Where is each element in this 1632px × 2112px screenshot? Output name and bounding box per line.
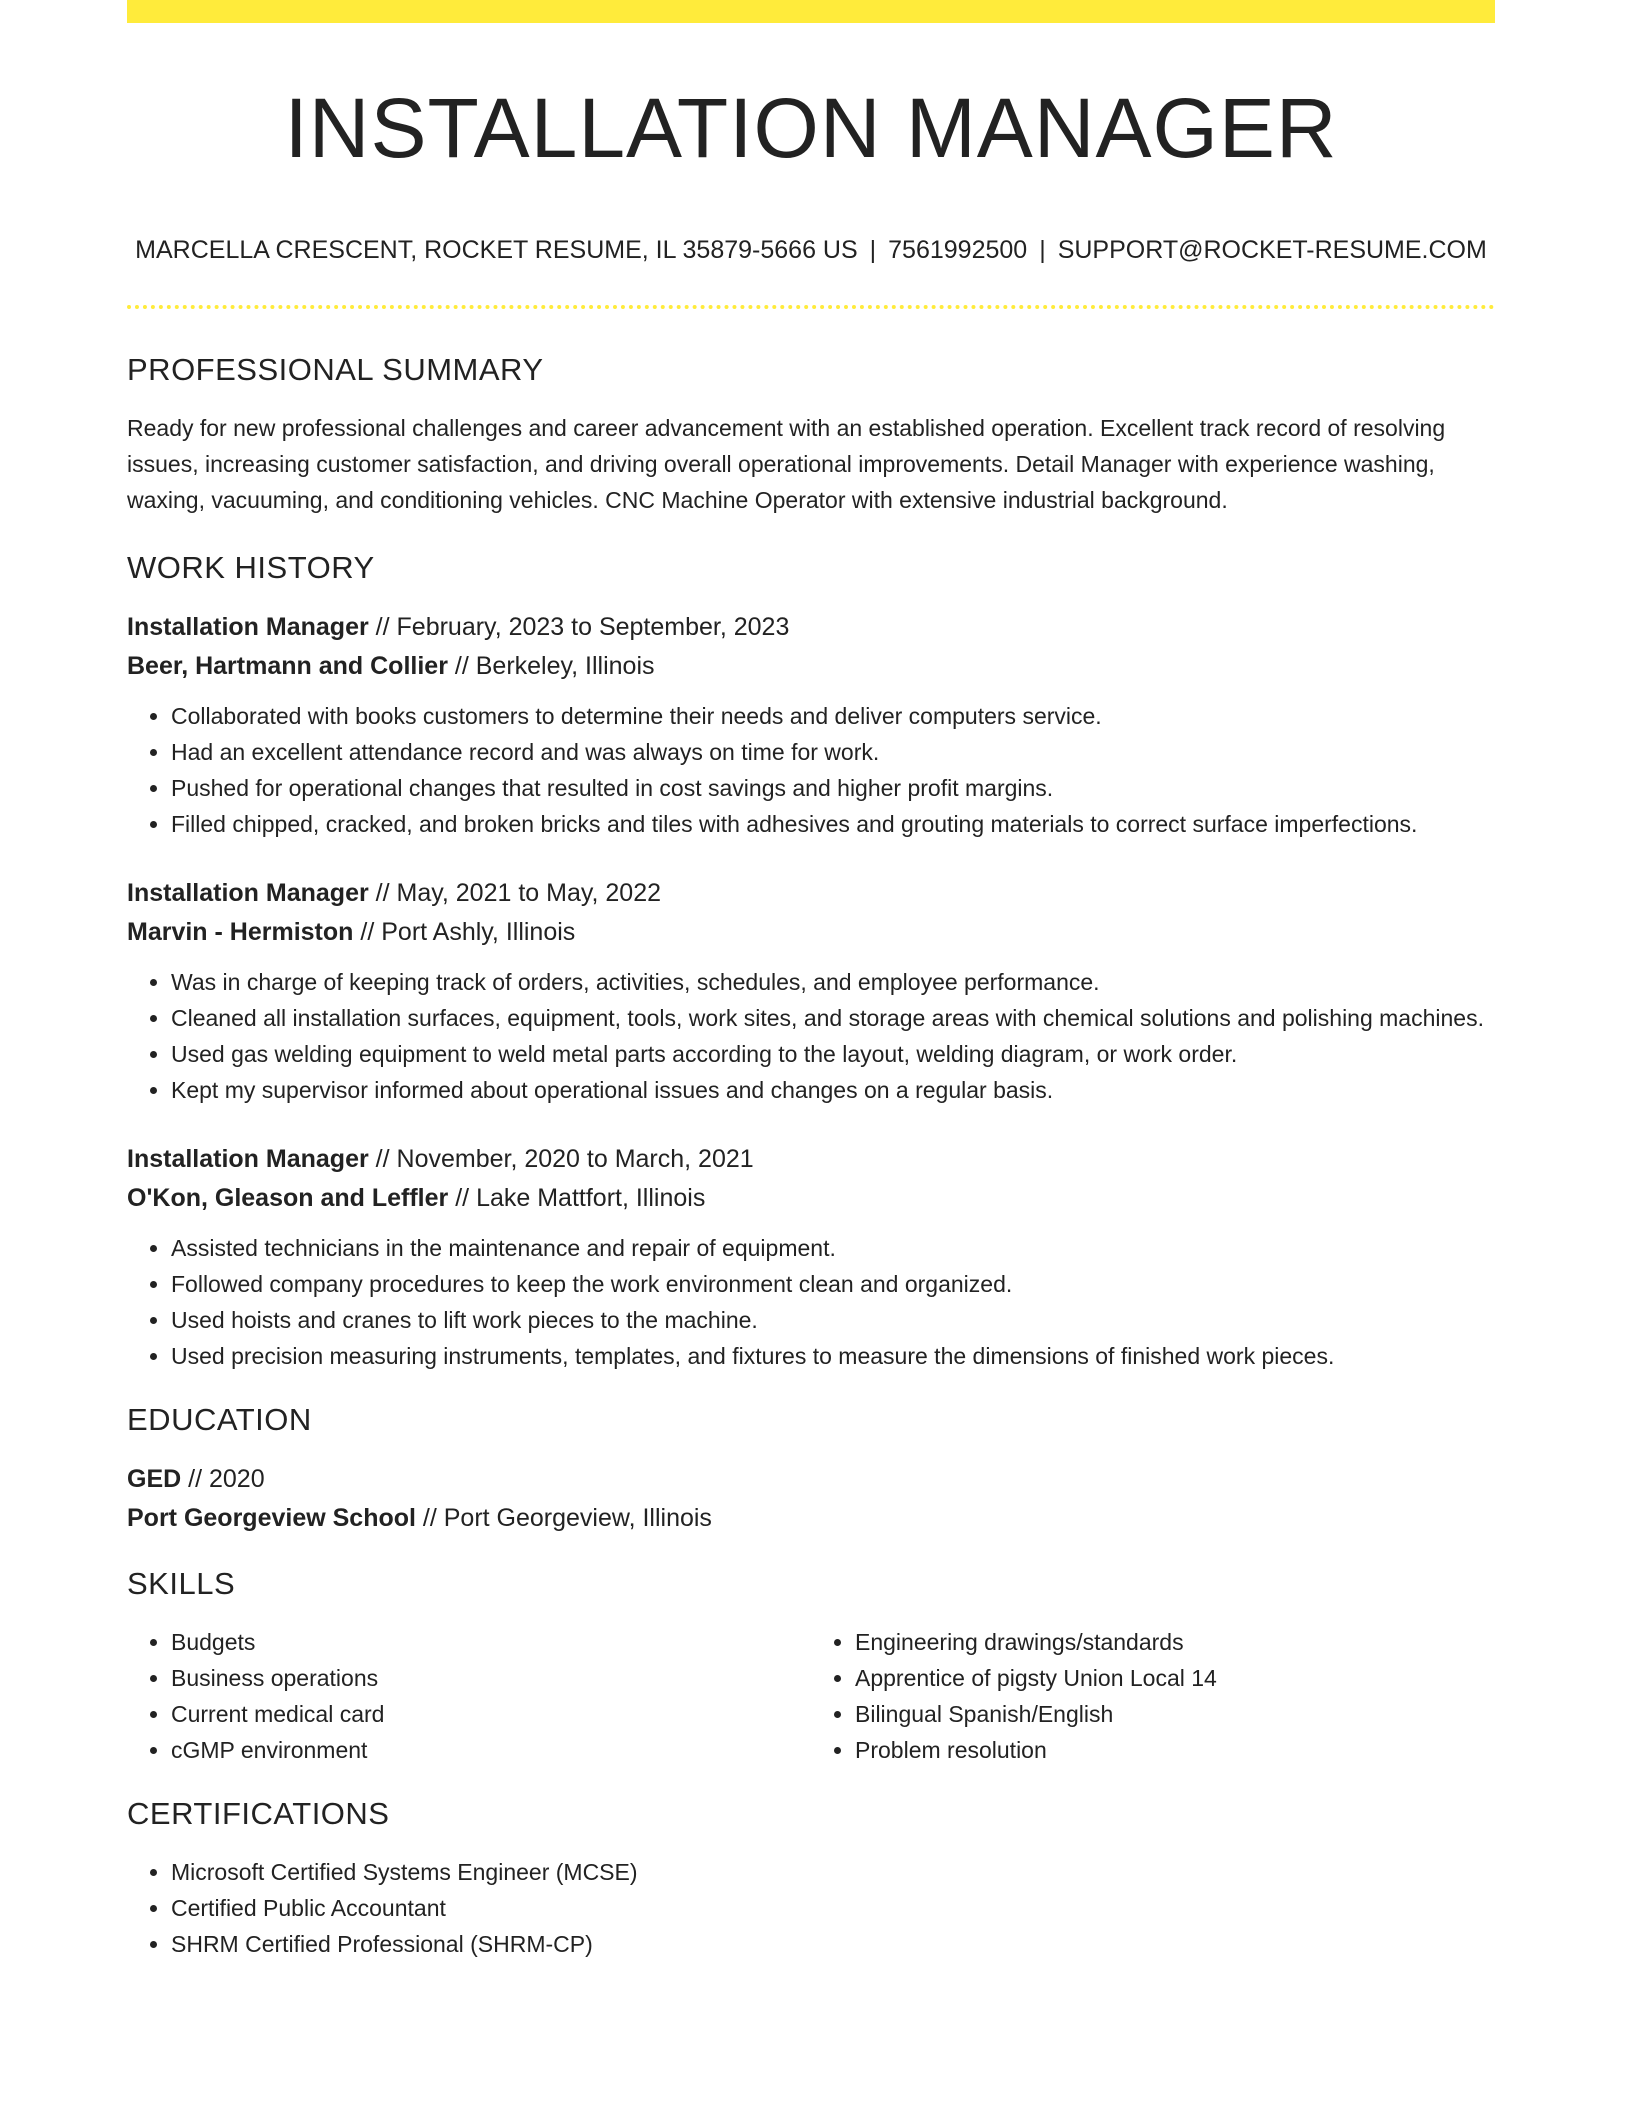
job-title-line bbox=[127, 1140, 1495, 1179]
job-bullet: • Used precision measuring instruments, templates, and fixtures to measure the dimensions of finished work pieces. bbox=[171, 1338, 1495, 1374]
contact-line bbox=[127, 236, 1495, 265]
contact-phone: 7561992500 bbox=[888, 236, 1028, 264]
job-bullet: • Had an excellent attendance record and was always on time for work. bbox=[171, 734, 1495, 770]
job-dates: February, 2023 to September, 2023 bbox=[396, 613, 790, 641]
job-entry bbox=[127, 1140, 1495, 1374]
skill-item: • Business operations bbox=[171, 1660, 811, 1696]
job-entry bbox=[127, 874, 1495, 1108]
skill-item: • Bilingual Spanish/English bbox=[855, 1696, 1495, 1732]
work-history-section bbox=[127, 550, 1495, 1374]
work-history-heading: WORK HISTORY bbox=[127, 550, 375, 585]
job-location: Berkeley, Illinois bbox=[475, 652, 655, 680]
certifications-section bbox=[127, 1796, 1495, 1962]
job-bullet: • Assisted technicians in the maintenance and repair of equipment. bbox=[171, 1230, 1495, 1266]
job-title-line bbox=[127, 874, 1495, 913]
job-title: Installation Manager bbox=[127, 1145, 369, 1173]
field-separator: // bbox=[368, 613, 397, 641]
certifications-list bbox=[127, 1854, 1495, 1962]
job-company: Marvin - Hermiston bbox=[127, 918, 354, 946]
dotted-divider bbox=[127, 305, 1495, 309]
certification-item: • Certified Public Accountant bbox=[171, 1890, 1495, 1926]
summary-heading: PROFESSIONAL SUMMARY bbox=[127, 352, 544, 387]
contact-email: SUPPORT@ROCKET-RESUME.COM bbox=[1057, 236, 1487, 264]
job-bullet: • Was in charge of keeping track of orders, activities, schedules, and employee performance. bbox=[171, 964, 1495, 1000]
education-school-line bbox=[127, 1499, 1495, 1538]
job-bullet: • Cleaned all installation surfaces, equipment, tools, work sites, and storage areas with chemical solutions and polishing machines. bbox=[171, 1000, 1495, 1036]
job-company-line bbox=[127, 647, 1495, 686]
education-location: Port Georgeview, Illinois bbox=[443, 1504, 712, 1532]
skill-item: • Current medical card bbox=[171, 1696, 811, 1732]
skills-columns bbox=[127, 1624, 1495, 1768]
contact-separator: | bbox=[869, 236, 877, 264]
resume-content bbox=[127, 352, 1495, 1962]
skills-right-column bbox=[811, 1624, 1495, 1768]
job-bullet: • Filled chipped, cracked, and broken bricks and tiles with adhesives and grouting materials to correct surface imperfections. bbox=[171, 806, 1495, 842]
education-heading: EDUCATION bbox=[127, 1402, 312, 1437]
job-company: O'Kon, Gleason and Leffler bbox=[127, 1184, 449, 1212]
job-location: Lake Mattfort, Illinois bbox=[476, 1184, 706, 1212]
field-separator: // bbox=[368, 879, 397, 907]
field-separator: // bbox=[448, 1184, 477, 1212]
education-degree: GED bbox=[127, 1465, 182, 1493]
certification-item: • Microsoft Certified Systems Engineer (MCSE) bbox=[171, 1854, 1495, 1890]
job-title: Installation Manager bbox=[127, 879, 369, 907]
skills-heading: SKILLS bbox=[127, 1566, 236, 1601]
job-bullets bbox=[127, 1230, 1495, 1374]
skill-item: • Problem resolution bbox=[855, 1732, 1495, 1768]
summary-text: Ready for new professional challenges and career advancement with an established operation. Excellent track record of resolving issues, increasing customer satisfaction, and driving overall operational improvements. Detail Manager with experience washing, waxing, vacuuming, and conditioning vehicles. CNC Machine Operator with extensive industrial background. bbox=[127, 415, 1446, 513]
certification-item: • SHRM Certified Professional (SHRM-CP) bbox=[171, 1926, 1495, 1962]
education-school: Port Georgeview School bbox=[127, 1504, 416, 1532]
job-bullet: • Used gas welding equipment to weld metal parts according to the layout, welding diagram, or work order. bbox=[171, 1036, 1495, 1072]
education-degree-line bbox=[127, 1460, 1495, 1499]
resume-title: INSTALLATION MANAGER bbox=[284, 81, 1338, 175]
skill-item: • Engineering drawings/standards bbox=[855, 1624, 1495, 1660]
job-company-line bbox=[127, 913, 1495, 952]
field-separator: // bbox=[353, 918, 382, 946]
job-dates: May, 2021 to May, 2022 bbox=[396, 879, 662, 907]
education-section bbox=[127, 1402, 1495, 1538]
field-separator: // bbox=[368, 1145, 397, 1173]
contact-separator: | bbox=[1039, 236, 1046, 264]
skill-item: • Apprentice of pigsty Union Local 14 bbox=[855, 1660, 1495, 1696]
field-separator: // bbox=[181, 1465, 209, 1493]
contact-address: MARCELLA CRESCENT, ROCKET RESUME, IL 35879-5666 US bbox=[135, 236, 858, 264]
job-bullet: • Kept my supervisor informed about operational issues and changes on a regular basis. bbox=[171, 1072, 1495, 1108]
job-bullets bbox=[127, 964, 1495, 1108]
job-dates: November, 2020 to March, 2021 bbox=[396, 1145, 754, 1173]
accent-bar bbox=[127, 0, 1495, 23]
job-bullet: • Used hoists and cranes to lift work pieces to the machine. bbox=[171, 1302, 1495, 1338]
skills-section bbox=[127, 1566, 1495, 1768]
job-company: Beer, Hartmann and Collier bbox=[127, 652, 448, 680]
education-year: 2020 bbox=[208, 1465, 265, 1493]
skill-item: • cGMP environment bbox=[171, 1732, 811, 1768]
certifications-heading: CERTIFICATIONS bbox=[127, 1796, 390, 1831]
job-entry bbox=[127, 608, 1495, 842]
job-company-line bbox=[127, 1179, 1495, 1218]
field-separator: // bbox=[415, 1504, 444, 1532]
skill-item: • Budgets bbox=[171, 1624, 811, 1660]
job-bullet: • Followed company procedures to keep the work environment clean and organized. bbox=[171, 1266, 1495, 1302]
job-bullet: • Pushed for operational changes that resulted in cost savings and higher profit margins. bbox=[171, 770, 1495, 806]
job-title-line bbox=[127, 608, 1495, 647]
job-title: Installation Manager bbox=[127, 613, 369, 641]
summary-section bbox=[127, 352, 1495, 518]
job-bullets bbox=[127, 698, 1495, 842]
skills-left-column bbox=[127, 1624, 811, 1768]
job-bullet: • Collaborated with books customers to determine their needs and deliver computers service. bbox=[171, 698, 1495, 734]
job-location: Port Ashly, Illinois bbox=[381, 918, 576, 946]
field-separator: // bbox=[447, 652, 476, 680]
